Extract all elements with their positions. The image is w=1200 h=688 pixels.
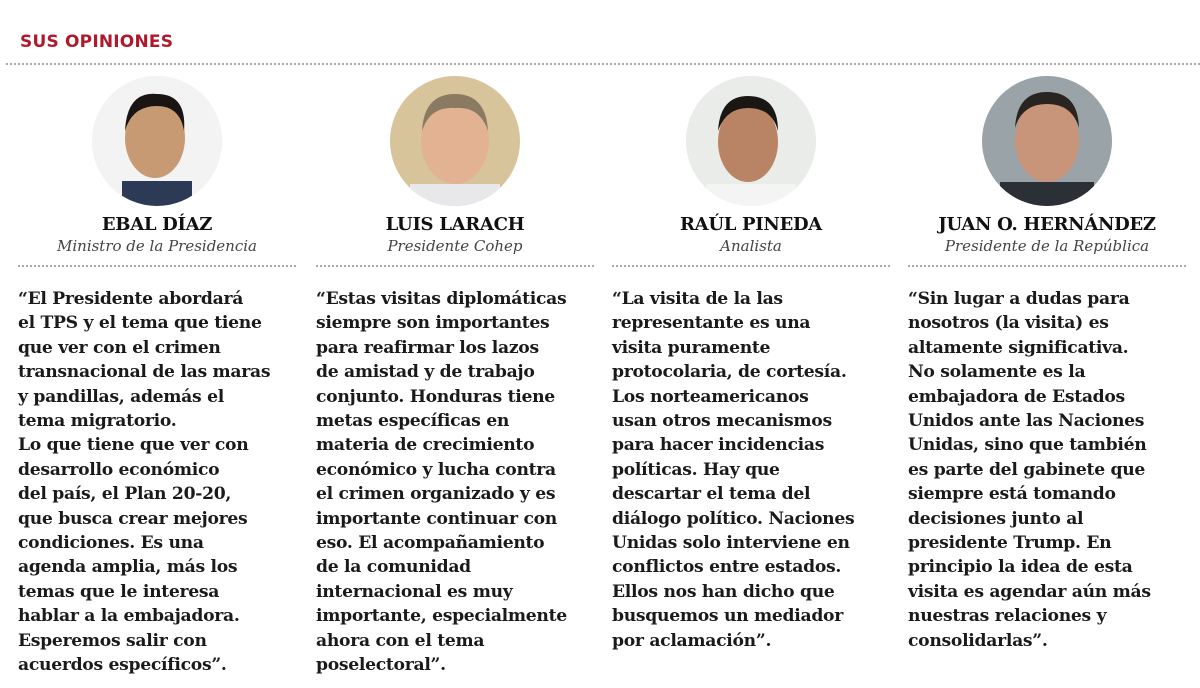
quote-line: hablar a la embajadora. bbox=[18, 606, 240, 627]
quote-line: Unidas, sino que también bbox=[908, 435, 1147, 456]
quote-line: que busca crear mejores bbox=[18, 508, 248, 529]
quote-line: descartar el tema del bbox=[612, 484, 811, 505]
quote-line: decisiones junto al bbox=[908, 508, 1084, 529]
quote-line: conjunto. Honduras tiene bbox=[316, 386, 555, 407]
quote-line: representante es una bbox=[612, 313, 811, 334]
quote-line: protocolaria, de cortesía. bbox=[612, 362, 847, 383]
quote-line: usan otros mecanismos bbox=[612, 411, 832, 432]
quote-line: el TPS y el tema que tiene bbox=[18, 313, 262, 334]
opinion-column bbox=[612, 76, 890, 653]
opinion-column bbox=[908, 76, 1186, 653]
portrait-photo bbox=[982, 76, 1112, 206]
quote-line: importante continuar con bbox=[316, 508, 557, 529]
quote-line: acuerdos específicos”. bbox=[18, 655, 227, 676]
divider bbox=[316, 265, 594, 267]
quote-line: Esperemos salir con bbox=[18, 630, 207, 651]
quote-line: altamente significativa. bbox=[908, 337, 1129, 358]
quote-line: para reafirmar los lazos bbox=[316, 337, 539, 358]
quote-line: para hacer incidencias bbox=[612, 435, 825, 456]
quote-text bbox=[908, 287, 1186, 653]
quote-text bbox=[18, 287, 296, 678]
quote-line: metas específicas en bbox=[316, 411, 510, 432]
quote-line: poselectoral”. bbox=[316, 655, 446, 676]
section-title: SUS OPINIONES bbox=[20, 32, 174, 52]
quote-line: “Estas visitas diplomáticas bbox=[316, 289, 567, 309]
quote-line: Lo que tiene que ver con bbox=[18, 435, 249, 456]
person-role: Presidente Cohep bbox=[387, 237, 523, 255]
portrait-photo bbox=[686, 76, 816, 206]
divider bbox=[18, 265, 296, 267]
divider bbox=[908, 265, 1186, 267]
quote-line: importante, especialmente bbox=[316, 606, 567, 627]
person-role: Presidente de la República bbox=[944, 237, 1150, 255]
quote-text bbox=[612, 287, 890, 653]
quote-line: que ver con el crimen bbox=[18, 337, 221, 358]
quote-line: “Sin lugar a dudas para bbox=[908, 289, 1130, 309]
quote-line: consolidarlas”. bbox=[908, 630, 1048, 651]
quote-line: es parte del gabinete que bbox=[908, 459, 1146, 480]
person-role: Analista bbox=[720, 237, 782, 255]
quote-line: tema migratorio. bbox=[18, 411, 177, 432]
quote-line: presidente Trump. En bbox=[908, 533, 1112, 554]
quote-line: principio la idea de esta bbox=[908, 557, 1133, 578]
quote-line: desarrollo económico bbox=[18, 459, 220, 480]
quote-line: diálogo político. Naciones bbox=[612, 508, 855, 529]
quote-line: siempre está tomando bbox=[908, 484, 1116, 505]
quote-line: materia de crecimiento bbox=[316, 435, 535, 456]
quote-line: del país, el Plan 20-20, bbox=[18, 484, 232, 505]
portrait-photo bbox=[92, 76, 222, 206]
quote-line: condiciones. Es una bbox=[18, 533, 204, 554]
quote-line: por aclamación”. bbox=[612, 630, 772, 651]
quote-line: embajadora de Estados bbox=[908, 386, 1125, 407]
quote-line: Ellos nos han dicho que bbox=[612, 581, 835, 602]
quote-line: Los norteamericanos bbox=[612, 386, 809, 407]
opinion-column bbox=[316, 76, 594, 678]
quote-line: visita puramente bbox=[612, 337, 771, 358]
quote-line: temas que le interesa bbox=[18, 581, 220, 602]
quote-line: de amistad y de trabajo bbox=[316, 362, 535, 383]
quote-line: el crimen organizado y es bbox=[316, 484, 556, 505]
quote-line: nuestras relaciones y bbox=[908, 606, 1107, 627]
quote-line: nosotros (la visita) es bbox=[908, 313, 1109, 334]
quote-line: ahora con el tema bbox=[316, 630, 485, 651]
quote-line: “El Presidente abordará bbox=[18, 289, 244, 309]
quote-line: internacional es muy bbox=[316, 581, 513, 602]
quote-line: de la comunidad bbox=[316, 557, 471, 578]
quote-text bbox=[316, 287, 594, 678]
quote-line: visita es agendar aún más bbox=[908, 581, 1151, 602]
opinion-column bbox=[18, 76, 296, 678]
quote-line: económico y lucha contra bbox=[316, 459, 556, 480]
quote-line: busquemos un mediador bbox=[612, 606, 843, 627]
quote-line: siempre son importantes bbox=[316, 313, 550, 334]
quote-line: Unidas solo interviene en bbox=[612, 533, 850, 554]
quote-line: “La visita de la las bbox=[612, 289, 783, 309]
person-name: RAÚL PINEDA bbox=[680, 214, 822, 235]
quote-line: transnacional de las maras bbox=[18, 362, 271, 383]
quote-line: eso. El acompañamiento bbox=[316, 533, 545, 554]
person-name: LUIS LARACH bbox=[385, 214, 525, 235]
divider bbox=[6, 63, 1200, 65]
quote-line: Unidos ante las Naciones bbox=[908, 411, 1145, 432]
quote-line: conflictos entre estados. bbox=[612, 557, 842, 578]
quote-line: políticas. Hay que bbox=[612, 459, 780, 480]
divider bbox=[612, 265, 890, 267]
quote-line: No solamente es la bbox=[908, 362, 1086, 383]
portrait-photo bbox=[390, 76, 520, 206]
person-name: EBAL DÍAZ bbox=[101, 214, 213, 235]
person-role: Ministro de la Presidencia bbox=[57, 237, 257, 255]
quote-line: agenda amplia, más los bbox=[18, 557, 238, 578]
person-name: JUAN O. HERNÁNDEZ bbox=[938, 214, 1156, 235]
quote-line: y pandillas, además el bbox=[18, 386, 224, 407]
